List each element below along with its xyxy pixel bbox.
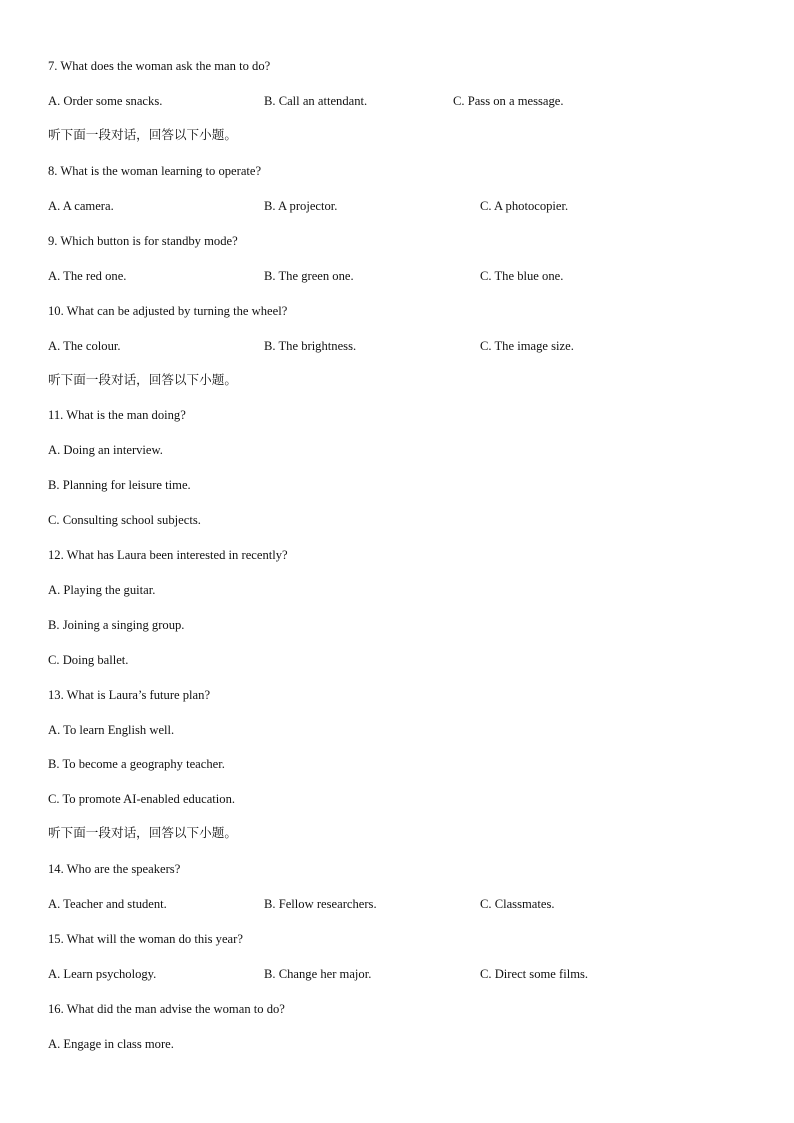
option-c: C. Classmates. xyxy=(480,897,555,911)
option-a: A. The red one. xyxy=(48,269,127,283)
option-c: C. Pass on a message. xyxy=(453,94,564,108)
option-b: B. A projector. xyxy=(264,199,338,213)
question-12-option-b: B. Joining a singing group. xyxy=(48,618,185,632)
question-11-option-c: C. Consulting school subjects. xyxy=(48,513,201,527)
question-9-options xyxy=(48,268,768,284)
option-a: A. A camera. xyxy=(48,199,114,213)
question-7-stem: 7. What does the woman ask the man to do? xyxy=(48,59,271,73)
question-11-option-a: A. Doing an interview. xyxy=(48,443,163,457)
question-7-options xyxy=(48,93,768,109)
option-c: C. A photocopier. xyxy=(480,199,569,213)
option-b: B. The green one. xyxy=(264,269,354,283)
question-16-option-a: A. Engage in class more. xyxy=(48,1037,174,1051)
option-c: C. The image size. xyxy=(480,339,574,353)
option-a: A. Teacher and student. xyxy=(48,897,167,911)
question-16-stem: 16. What did the man advise the woman to do? xyxy=(48,1002,285,1016)
option-b: B. Call an attendant. xyxy=(264,94,368,108)
option-a: A. Order some snacks. xyxy=(48,94,163,108)
question-10-stem: 10. What can be adjusted by turning the wheel? xyxy=(48,304,288,318)
option-c: C. Direct some films. xyxy=(480,967,589,981)
option-b: B. Fellow researchers. xyxy=(264,897,377,911)
question-9-stem: 9. Which button is for standby mode? xyxy=(48,234,238,248)
question-13-stem: 13. What is Laura’s future plan? xyxy=(48,688,211,702)
question-13-option-b: B. To become a geography teacher. xyxy=(48,757,225,771)
question-8-options xyxy=(48,198,768,214)
section-instruction: 听下面一段对话，回答以下小题。 xyxy=(48,127,237,142)
option-a: A. The colour. xyxy=(48,339,121,353)
question-14-stem: 14. Who are the speakers? xyxy=(48,862,181,876)
option-b: B. Change her major. xyxy=(264,967,372,981)
question-12-stem: 12. What has Laura been interested in recently? xyxy=(48,548,288,562)
question-14-options xyxy=(48,896,768,912)
question-11-option-b: B. Planning for leisure time. xyxy=(48,478,191,492)
question-13-option-c: C. To promote AI-enabled education. xyxy=(48,792,236,806)
question-8-stem: 8. What is the woman learning to operate? xyxy=(48,164,262,178)
question-12-option-c: C. Doing ballet. xyxy=(48,653,129,667)
option-c: C. The blue one. xyxy=(480,269,564,283)
question-13-option-a: A. To learn English well. xyxy=(48,723,175,737)
option-b: B. The brightness. xyxy=(264,339,357,353)
question-15-stem: 15. What will the woman do this year? xyxy=(48,932,243,946)
section-instruction: 听下面一段对话，回答以下小题。 xyxy=(48,372,237,387)
question-12-option-a: A. Playing the guitar. xyxy=(48,583,156,597)
option-a: A. Learn psychology. xyxy=(48,967,157,981)
question-11-stem: 11. What is the man doing? xyxy=(48,408,186,422)
question-10-options xyxy=(48,338,768,354)
section-instruction: 听下面一段对话，回答以下小题。 xyxy=(48,825,237,840)
question-15-options xyxy=(48,966,768,982)
